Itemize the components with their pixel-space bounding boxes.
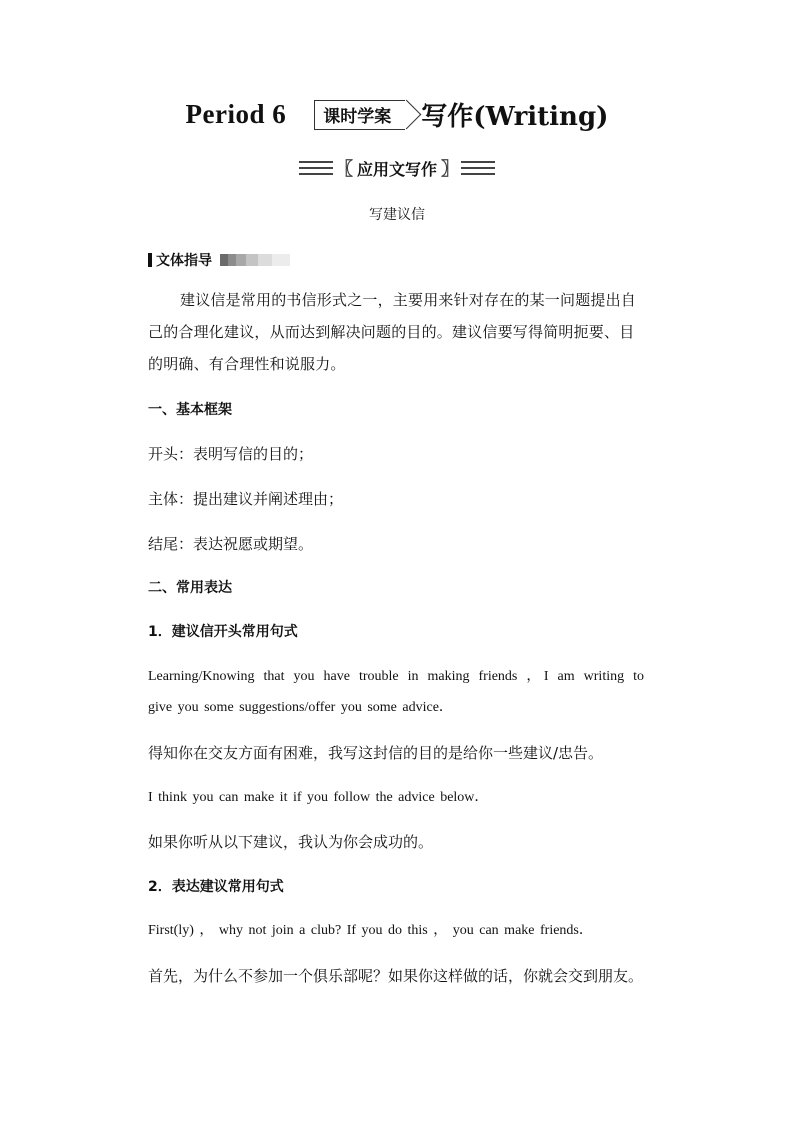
guide-stripe (258, 254, 272, 266)
framework-item-ending: 结尾：表达祝愿或期望。 (148, 535, 314, 553)
sub2-english-1: First(ly) ， why not join a club? If you do this ， you can make friends． (148, 923, 593, 938)
banner-bracket-left: 〖 (334, 159, 353, 180)
banner-text: 应用文写作 (356, 159, 437, 179)
guide-stripe (272, 254, 290, 266)
guide-stripe (228, 254, 236, 266)
sub1-english-line2: give you some suggestions/offer you some advice． (148, 700, 453, 715)
guide-marker (148, 253, 152, 267)
period-label: Period 6 (185, 99, 287, 129)
sub2-chinese-1: 首先，为什么不参加一个俱乐部呢？如果你这样做的话，你就会交到朋友。 (148, 967, 644, 985)
sub1-chinese-2: 如果你听从以下建议，我认为你会成功的。 (148, 833, 434, 851)
sub1-english-line1: Learning/Knowing that you have trouble in making friends ，I am writing to (148, 669, 644, 684)
guide-header (148, 252, 290, 268)
sub1-english-2: I think you can make it if you follow the advice below． (148, 790, 489, 805)
topic-subtitle: 写建议信 (369, 207, 425, 223)
guide-stripes (220, 254, 290, 266)
guide-label: 文体指导 (156, 253, 212, 269)
banner-lines-left (299, 161, 333, 175)
sub1-chinese-1: 得知你在交友方面有困难，我写这封信的目的是给你一些建议/忠告。 (148, 744, 604, 762)
lesson-plan-badge: 课时学案 (314, 100, 405, 130)
guide-stripe (220, 254, 228, 266)
banner-bracket-right: 〗 (441, 159, 459, 180)
sub2-heading: 2．表达建议常用句式 (148, 879, 284, 895)
guide-stripe (236, 254, 246, 266)
writing-title: 写作(Writing) (421, 102, 609, 132)
sub1-heading: 1．建议信开头常用句式 (148, 624, 298, 640)
framework-item-body: 主体：提出建议并阐述理由； (148, 490, 344, 508)
framework-item-opening: 开头：表明写信的目的； (148, 445, 314, 463)
intro-paragraph: 建议信是常用的书信形式之一，主要用来针对存在的某一问题提出自己的合理化建议，从而达到解决问题的目的。建议信要写得简明扼要、目的明确、有合理性和说服力。 (148, 291, 637, 373)
lesson-title (0, 96, 794, 133)
banner-lines-right (461, 161, 495, 175)
section2-heading: 二、常用表达 (148, 580, 232, 596)
guide-stripe (246, 254, 258, 266)
section1-heading: 一、基本框架 (148, 402, 232, 418)
section-banner (0, 155, 794, 181)
